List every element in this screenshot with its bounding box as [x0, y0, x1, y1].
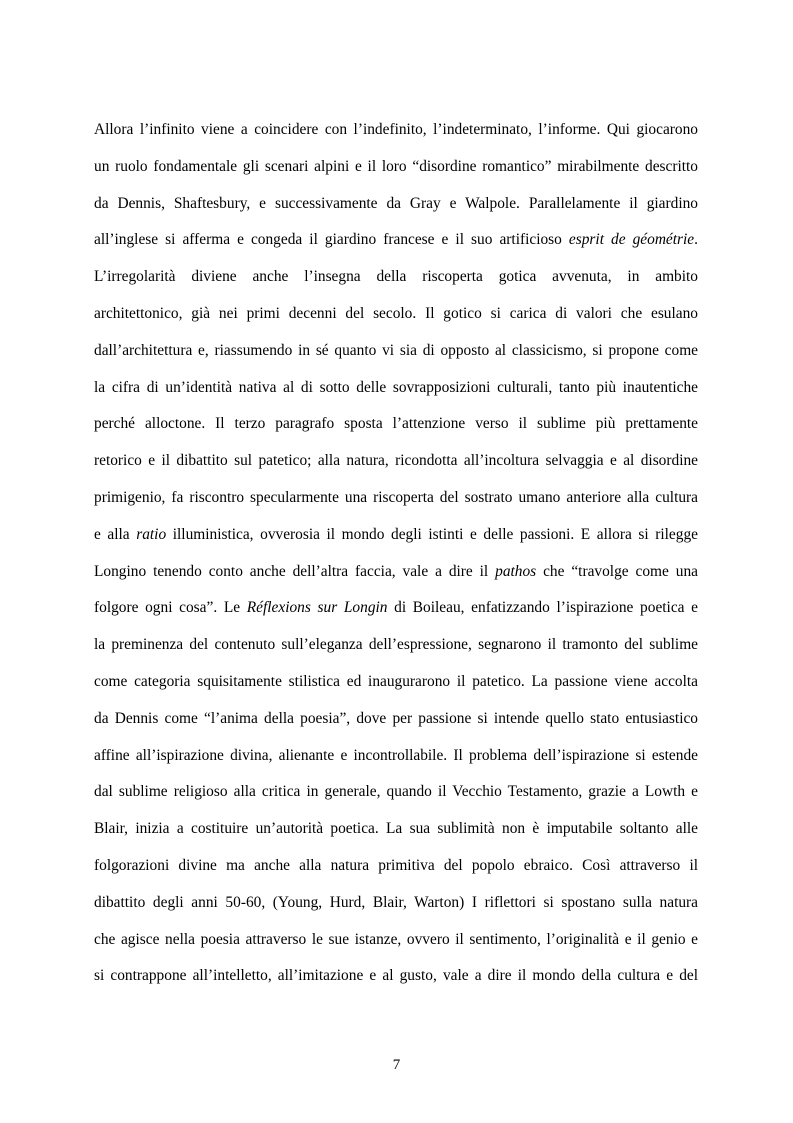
- text-run: retorico e il dibattito sul patetico; alla natura, ricondotta all’incoltura selvaggia e al disordine: [94, 452, 698, 470]
- text-line: [94, 554, 698, 591]
- text-line: [94, 885, 698, 922]
- text-line: [94, 738, 698, 775]
- text-line: [94, 627, 698, 664]
- text-line: [94, 149, 698, 186]
- text-run: all’inglese si afferma e congeda il giardino francese e il suo artificioso: [94, 231, 569, 249]
- text-run: L’irregolarità diviene anche l’insegna della riscoperta gotica avvenuta, in ambito: [94, 268, 698, 286]
- text-line: [94, 664, 698, 701]
- text-run: folgorazioni divine ma anche alla natura primitiva del popolo ebraico. Così attraverso il: [94, 856, 698, 874]
- text-run: un ruolo fondamentale gli scenari alpini e il loro “disordine romantico” mirabilmente descritto: [94, 157, 698, 175]
- text-run: che agisce nella poesia attraverso le sue istanze, ovvero il sentimento, l’originalità e il genio e: [94, 930, 698, 948]
- text-line: [94, 333, 698, 370]
- body-text: [94, 112, 698, 995]
- text-run: .: [694, 231, 698, 249]
- italic-phrase: Réflexions sur Longin: [246, 599, 388, 617]
- page-number: 7: [392, 1057, 401, 1073]
- text-line: [94, 590, 698, 627]
- text-line: [94, 222, 698, 259]
- text-run: Blair, inizia a costituire un’autorità poetica. La sua sublimità non è imputabile soltanto alle: [94, 820, 698, 838]
- text-run: perché alloctone. Il terzo paragrafo sposta l’attenzione verso il sublime più prettamente: [94, 415, 698, 433]
- text-line: [94, 112, 698, 149]
- text-line: [94, 922, 698, 959]
- text-run: dal sublime religioso alla critica in generale, quando il Vecchio Testamento, grazie a Lowth e: [94, 783, 698, 801]
- text-run: dall’architettura e, riassumendo in sé quanto vi sia di opposto al classicismo, si propone come: [94, 341, 698, 359]
- text-run: folgore ogni cosa”. Le: [94, 599, 247, 617]
- text-line: [94, 370, 698, 407]
- text-run: primigenio, fa riscontro specularmente una riscoperta del sostrato umano anteriore alla cultura: [94, 488, 698, 506]
- text-run: e alla: [94, 525, 137, 543]
- italic-phrase: pathos: [495, 562, 537, 580]
- text-run: si contrappone all’intelletto, all’imitazione e al gusto, vale a dire il mondo della cultura e del: [94, 967, 698, 985]
- text-line: [94, 848, 698, 885]
- text-run: da Dennis come “l’anima della poesia”, dove per passione si intende quello stato entusiastico: [94, 709, 698, 727]
- text-run: Allora l’infinito viene a coincidere con l’indefinito, l’indeterminato, l’informe. Qui giocarono: [94, 121, 698, 138]
- text-line: [94, 701, 698, 738]
- text-run: la cifra di un’identità nativa al di sotto delle sovrapposizioni culturali, tanto più inautentiche: [94, 378, 698, 396]
- text-line: [94, 259, 698, 296]
- text-line: [94, 958, 698, 995]
- italic-phrase: ratio: [136, 525, 167, 543]
- text-line: [94, 186, 698, 223]
- text-line: [94, 480, 698, 517]
- text-line: [94, 774, 698, 811]
- text-line: [94, 811, 698, 848]
- text-line: [94, 443, 698, 480]
- text-run: architettonico, già nei primi decenni del secolo. Il gotico si carica di valori che esulano: [94, 304, 698, 322]
- text-line: [94, 296, 698, 333]
- text-run: la preminenza del contenuto sull’eleganza dell’espressione, segnarono il tramonto del sublime: [94, 636, 698, 654]
- text-run: di Boileau, enfatizzando l’ispirazione poetica e: [387, 599, 698, 617]
- text-run: Longino tenendo conto anche dell’altra faccia, vale a dire il: [94, 562, 496, 580]
- text-run: affine all’ispirazione divina, alienante e incontrollabile. Il problema dell’ispirazione si estende: [94, 746, 698, 764]
- text-line: [94, 406, 698, 443]
- text-run: illuministica, ovverosia il mondo degli istinti e delle passioni. E allora si rilegge: [166, 525, 698, 543]
- text-run: che “travolge come una: [536, 562, 698, 580]
- text-line: [94, 517, 698, 554]
- italic-phrase: esprit de géométrie: [568, 231, 695, 249]
- text-run: come categoria squisitamente stilistica ed inaugurarono il patetico. La passione viene accolta: [94, 672, 698, 690]
- text-run: da Dennis, Shaftesbury, e successivamente da Gray e Walpole. Parallelamente il giardino: [94, 194, 698, 212]
- text-run: dibattito degli anni 50-60, (Young, Hurd, Blair, Warton) I riflettori si spostano sulla natura: [94, 893, 698, 911]
